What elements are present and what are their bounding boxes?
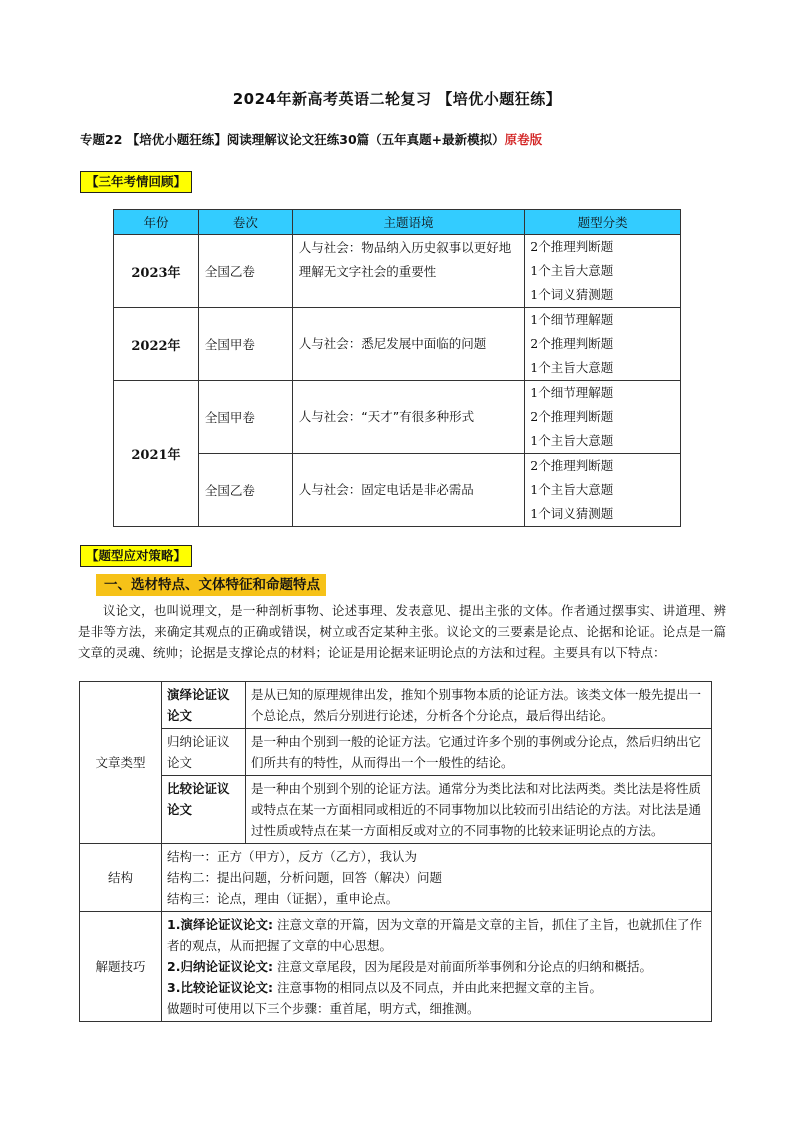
header-type: 题型分类 — [525, 210, 681, 235]
type-item: 1个主旨大意题 — [530, 360, 614, 375]
table-row — [114, 381, 681, 454]
type-item: 1个细节理解题 — [530, 385, 614, 400]
type-name: 演绎论证议论文 — [167, 687, 230, 723]
skill-text: 注意事物的相同点以及不同点，并由此来把握文章的主旨。 — [276, 980, 602, 995]
skill-head: 1.演绎论证议论文: — [167, 917, 273, 932]
intro-paragraph: 议论文，也叫说理文，是一种剖析事物、论述事理、发表意见、提出主张的文体。作者通过摆事实、讲道理、辨是非等方法，来确定其观点的正确或错误，树立或否定某种主张。议论文的三要素是论点、论据和论证。论点是一篇文章的灵魂、统帅；论据是支撑论点的材料；论证是用论据来证明论点的方法和过程。主要具有以下特点： — [78, 603, 726, 660]
document-title: 2024年新高考英语二轮复习 【培优小题狂练】 — [232, 90, 562, 108]
skill-head: 3.比较论证议论文: — [167, 980, 273, 995]
theme-cell: 人与社会：悉尼发展中面临的问题 — [292, 308, 525, 381]
subtitle-main: 专题22 【培优小题狂练】阅读理解议论文狂练30篇（五年真题+最新模拟） — [80, 132, 505, 147]
types-label: 文章类型 — [80, 682, 162, 844]
paper-cell: 全国乙卷 — [198, 235, 292, 308]
theme-cell: 人与社会：固定电话是非必需品 — [292, 454, 525, 527]
type-cell — [525, 308, 681, 381]
structure-cell — [162, 844, 712, 912]
year-cell: 2022年 — [114, 308, 199, 381]
header-paper: 卷次 — [198, 210, 292, 235]
table-header-row — [114, 210, 681, 235]
table-row — [80, 776, 712, 844]
structure-label: 结构 — [80, 844, 162, 912]
exam-review-table — [113, 209, 681, 527]
type-cell — [525, 381, 681, 454]
skills-cell — [162, 912, 712, 1022]
structure-line: 结构一：正方（甲方），反方（乙方），我认为 — [167, 849, 418, 864]
type-cell — [525, 235, 681, 308]
type-item: 2个推理判断题 — [530, 458, 614, 473]
table-row — [80, 912, 712, 1022]
skill-note: 做题时可使用以下三个步骤：重首尾，明方式，细推测。 — [167, 1001, 480, 1016]
skill-line — [167, 956, 706, 977]
skill-line — [167, 914, 706, 956]
type-item: 1个细节理解题 — [530, 312, 614, 327]
type-item: 1个词义猜测题 — [530, 506, 614, 521]
type-name-cell — [162, 776, 246, 844]
paper-cell: 全国甲卷 — [198, 381, 292, 454]
paper-cell: 全国甲卷 — [198, 308, 292, 381]
strategy-table — [79, 681, 712, 1022]
table-row — [114, 235, 681, 308]
structure-line: 结构三：论点，理由（证据），重申论点。 — [167, 891, 399, 906]
year-cell: 2021年 — [114, 381, 199, 527]
type-item: 1个主旨大意题 — [530, 433, 614, 448]
table-row — [80, 682, 712, 729]
header-year: 年份 — [114, 210, 199, 235]
year-cell: 2023年 — [114, 235, 199, 308]
type-desc-cell: 是一种由个别到一般的论证方法。它通过许多个别的事例或分论点，然后归纳出它们所共有的特性，从而得出一个一般性的结论。 — [246, 729, 712, 776]
type-item: 2个推理判断题 — [530, 239, 614, 254]
skill-line — [167, 977, 706, 998]
type-item: 1个词义猜测题 — [530, 287, 614, 302]
type-name: 归纳论证议论文 — [167, 734, 230, 770]
type-name: 比较论证议论文 — [167, 781, 230, 817]
skills-label: 解题技巧 — [80, 912, 162, 1022]
table-row — [114, 454, 681, 527]
skill-text: 注意文章的开篇，因为文章的开篇是文章的主旨，抓住了主旨，也就抓住了作者的观点，从而把握了文章的中心思想。 — [167, 917, 702, 953]
type-cell — [525, 454, 681, 527]
theme-cell: 人与社会：物品纳入历史叙事以更好地理解无文字社会的重要性 — [292, 235, 525, 308]
type-item: 2个推理判断题 — [530, 409, 614, 424]
structure-line: 结构二：提出问题，分析问题，回答（解决）问题 — [167, 870, 443, 885]
theme-cell: 人与社会：“天才”有很多种形式 — [292, 381, 525, 454]
type-desc-cell: 是一种由个别到个别的论证方法。通常分为类比法和对比法两类。类比法是将性质或特点在某一方面相同或相近的不同事物加以比较而引出结论的方法。对比法是通过性质或特点在某一方面相反或对立的不同事物的比较来证明论点的方法。 — [246, 776, 712, 844]
type-item: 2个推理判断题 — [530, 336, 614, 351]
review-section-tag: 【三年考情回顾】 — [80, 171, 192, 193]
paper-cell: 全国乙卷 — [198, 454, 292, 527]
type-name-cell — [162, 682, 246, 729]
document-subtitle — [80, 130, 760, 148]
type-item: 1个主旨大意题 — [530, 263, 614, 278]
edition-label: 原卷版 — [504, 132, 543, 147]
type-item: 1个主旨大意题 — [530, 482, 614, 497]
table-row — [114, 308, 681, 381]
type-desc-cell: 是从已知的原理规律出发，推知个别事物本质的论证方法。该类文体一般先提出一个总论点，然后分别进行论述，分析各个分论点，最后得出结论。 — [246, 682, 712, 729]
skill-text: 注意文章尾段，因为尾段是对前面所举事例和分论点的归纳和概括。 — [276, 959, 652, 974]
section-heading: 一、选材特点、文体特征和命题特点 — [96, 574, 326, 596]
strategy-section-tag: 【题型应对策略】 — [80, 545, 192, 567]
header-theme: 主题语境 — [292, 210, 525, 235]
type-name-cell — [162, 729, 246, 776]
table-row — [80, 729, 712, 776]
skill-head: 2.归纳论证议论文: — [167, 959, 273, 974]
table-row — [80, 844, 712, 912]
